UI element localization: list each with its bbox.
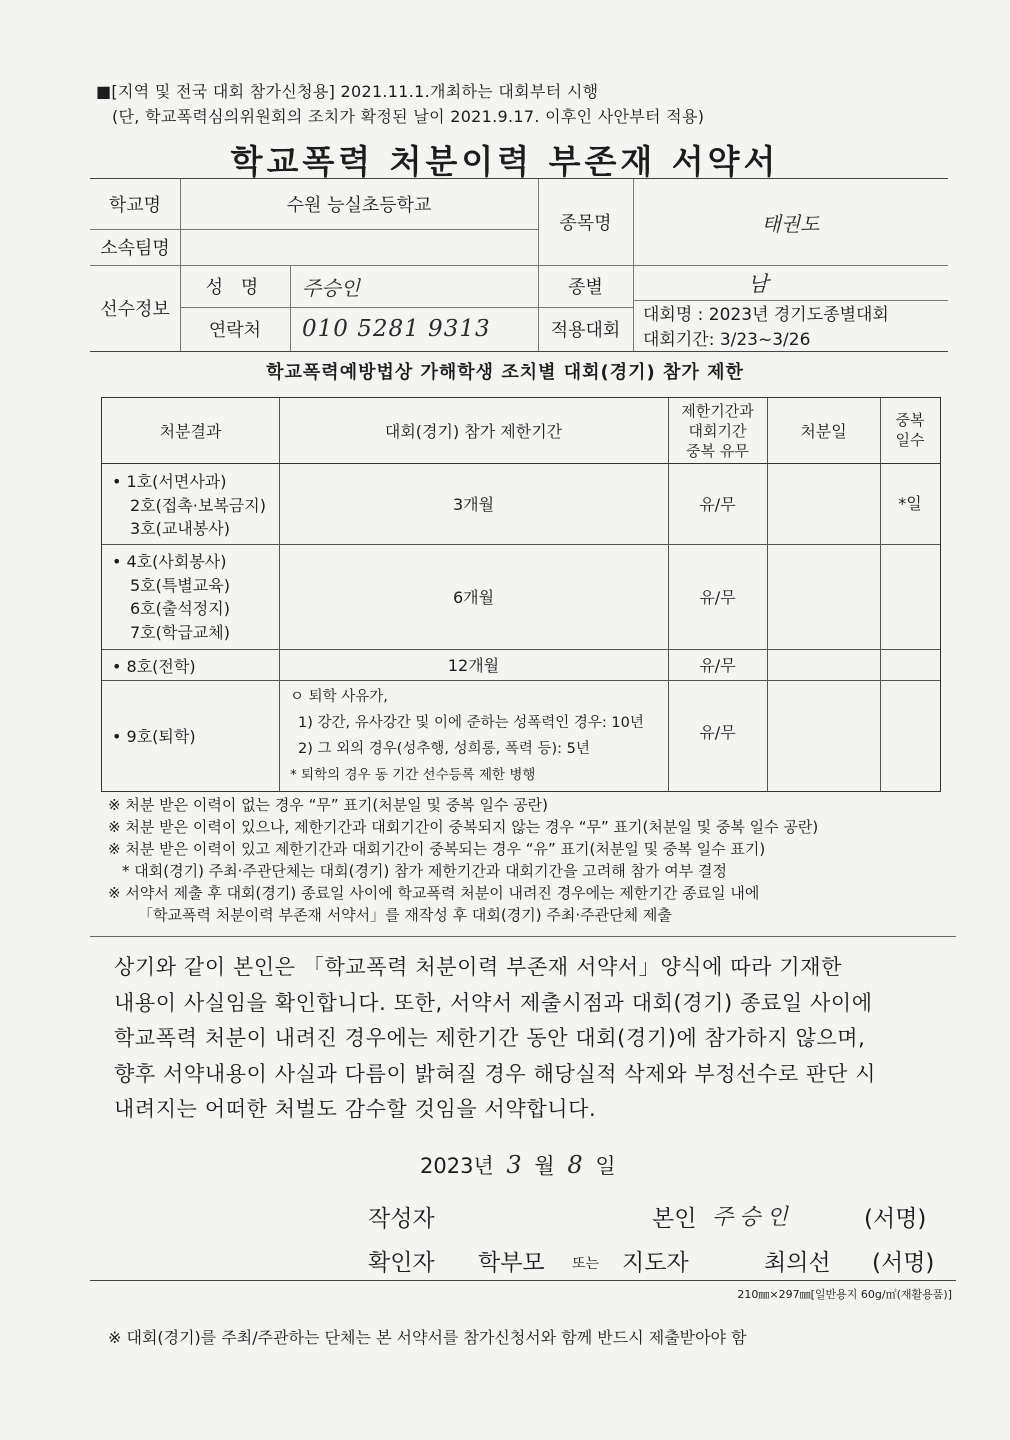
team-value: [180, 229, 538, 265]
row3-items: • 8호(전학): [112, 657, 196, 676]
notes: [108, 794, 818, 926]
row4-period: ㅇ 퇴학 사유가, 1) 강간, 유사강간 및 이에 준하는 성폭력인 경우: 10년 2) 그 외의 경우(성추행, 성희롱, 폭력 등): 5년 * 퇴학의 경우 동 기간 선수등록 제한 병행: [290, 689, 644, 783]
row2-items: • 4호(사회봉사) 5호(특별교육) 6호(출석정지) 7호(학급교체): [112, 552, 230, 642]
header-date: 처분일: [800, 422, 847, 441]
row3-period: 12개월: [447, 656, 500, 675]
row4-overlap: 유/무: [699, 723, 736, 742]
header-days: 중복 일수: [895, 411, 925, 449]
note-item: ※ 처분 받은 이력이 없는 경우 “무” 표기(처분일 및 중복 일수 공란): [108, 796, 549, 814]
restriction-table: [101, 397, 941, 792]
self-name: 주승인: [712, 1205, 794, 1230]
note-item: 「학교폭력 처분이력 부존재 서약서」를 재작성 후 대회(경기) 주최·주관단체 제출: [138, 906, 672, 924]
row1-period: 3개월: [452, 495, 495, 514]
team-label: 소속팀명: [100, 238, 170, 259]
note-item: ※ 서약서 제출 후 대회(경기) 종료일 사이에 학교폭력 처분이 내려진 경우에는 제한기간 종료일 내에: [108, 884, 760, 902]
divider: [90, 936, 956, 937]
row2-period: 6개월: [452, 588, 495, 607]
gender-label: 종별: [568, 277, 603, 298]
header-notice-line2: (단, 학교폭력심의위원회의 조치가 확정된 날이 2021.9.17. 이후인 사안부터 적용): [112, 107, 705, 126]
bottom-divider: [90, 1280, 956, 1281]
parent-label: 학부모: [478, 1250, 545, 1276]
contact-value: 010 5281 9313: [302, 316, 491, 342]
header-result: 처분결과: [159, 422, 222, 441]
gender-value: 남: [747, 271, 769, 296]
guide-name: 최의선: [764, 1250, 831, 1276]
header-overlap: 제한기간과 대회기간 중복 유무: [681, 402, 754, 460]
name-value: 주승인: [302, 275, 360, 300]
sign-label-1: (서명): [864, 1206, 927, 1232]
competition-name: 대회명 : 2023년 경기도종별대회: [643, 304, 889, 325]
restriction-subtitle: 학교폭력예방법상 가해학생 조치별 대회(경기) 참가 제한: [266, 362, 744, 383]
event-label: 종목명: [559, 213, 612, 234]
row1-items: • 1호(서면사과) 2호(접촉·보복금지) 3호(교내봉사): [112, 472, 266, 538]
confirmer-label: 확인자: [368, 1250, 435, 1276]
header-notice-line1: ■[지역 및 전국 대회 참가신청용] 2021.11.1.개최하는 대회부터 시행: [96, 82, 599, 101]
or-label: 또는: [572, 1256, 600, 1272]
guide-label: 지도자: [622, 1250, 689, 1276]
row3-overlap: 유/무: [699, 656, 736, 675]
sign-label-2: (서명): [872, 1250, 935, 1276]
player-info-label: 선수정보: [100, 299, 170, 320]
header-period: 대회(경기) 참가 제한기간: [384, 422, 563, 441]
row1-days: *일: [898, 494, 922, 513]
writer-label: 작성자: [368, 1206, 435, 1232]
competition-period: 대회기간: 3/23~3/26: [643, 329, 811, 350]
paper-spec: 210㎜×297㎜[일반용지 60g/㎡(재활용품)]: [737, 1288, 952, 1301]
note-item: ※ 처분 받은 이력이 있고 제한기간과 대회기간이 중복되는 경우 “유” 표기(처분일 및 중복 일수 표기): [108, 840, 766, 858]
note-item: ※ 처분 받은 이력이 있으나, 제한기간과 대회기간이 중복되지 않는 경우 “무” 표기(처분일 및 중복 일수 공란): [108, 818, 819, 836]
note-item: * 대회(경기) 주최·주관단체는 대회(경기) 참가 제한기간과 대회기간을 고려해 참가 여부 결정: [122, 862, 728, 880]
school-value: 수원 능실초등학교: [286, 195, 432, 216]
row2-overlap: 유/무: [699, 588, 736, 607]
competition-label: 적용대회: [550, 320, 621, 341]
self-label: 본인: [652, 1206, 697, 1232]
footer-note: ※ 대회(경기)를 주최/주관하는 단체는 본 서약서를 참가신청서와 함께 반드시 제출받아야 함: [108, 1328, 747, 1347]
info-table: [90, 178, 948, 352]
school-label: 학교명: [108, 195, 162, 216]
event-value: 태권도: [761, 211, 820, 236]
pledge-paragraph: 상기와 같이 본인은 「학교폭력 처분이력 부존재 서약서」양식에 따라 기재한 내용이 사실임을 확인합니다. 또한, 서약서 제출시점과 대회(경기) 종료일 사이에 학교폭력 처분이 내려진 경우에는 제한기간 동안 대회(경기)에 참가하지 않으며, 향후 서약내용이 사실과 다름이 밝혀질 경우 해당실적 삭제와 부정선수로 판단 시 내려지는 어떠한 처벌도 감수할 것임을 서약합니다.: [114, 955, 876, 1121]
contact-label: 연락처: [208, 320, 262, 341]
name-label: 성 명: [205, 277, 265, 298]
page-title: 학교폭력 처분이력 부존재 서약서: [230, 142, 780, 181]
row4-items: • 9호(퇴학): [112, 727, 196, 746]
sign-date: 2023년 3 월 8 일: [420, 1151, 616, 1179]
row1-overlap: 유/무: [699, 495, 736, 514]
